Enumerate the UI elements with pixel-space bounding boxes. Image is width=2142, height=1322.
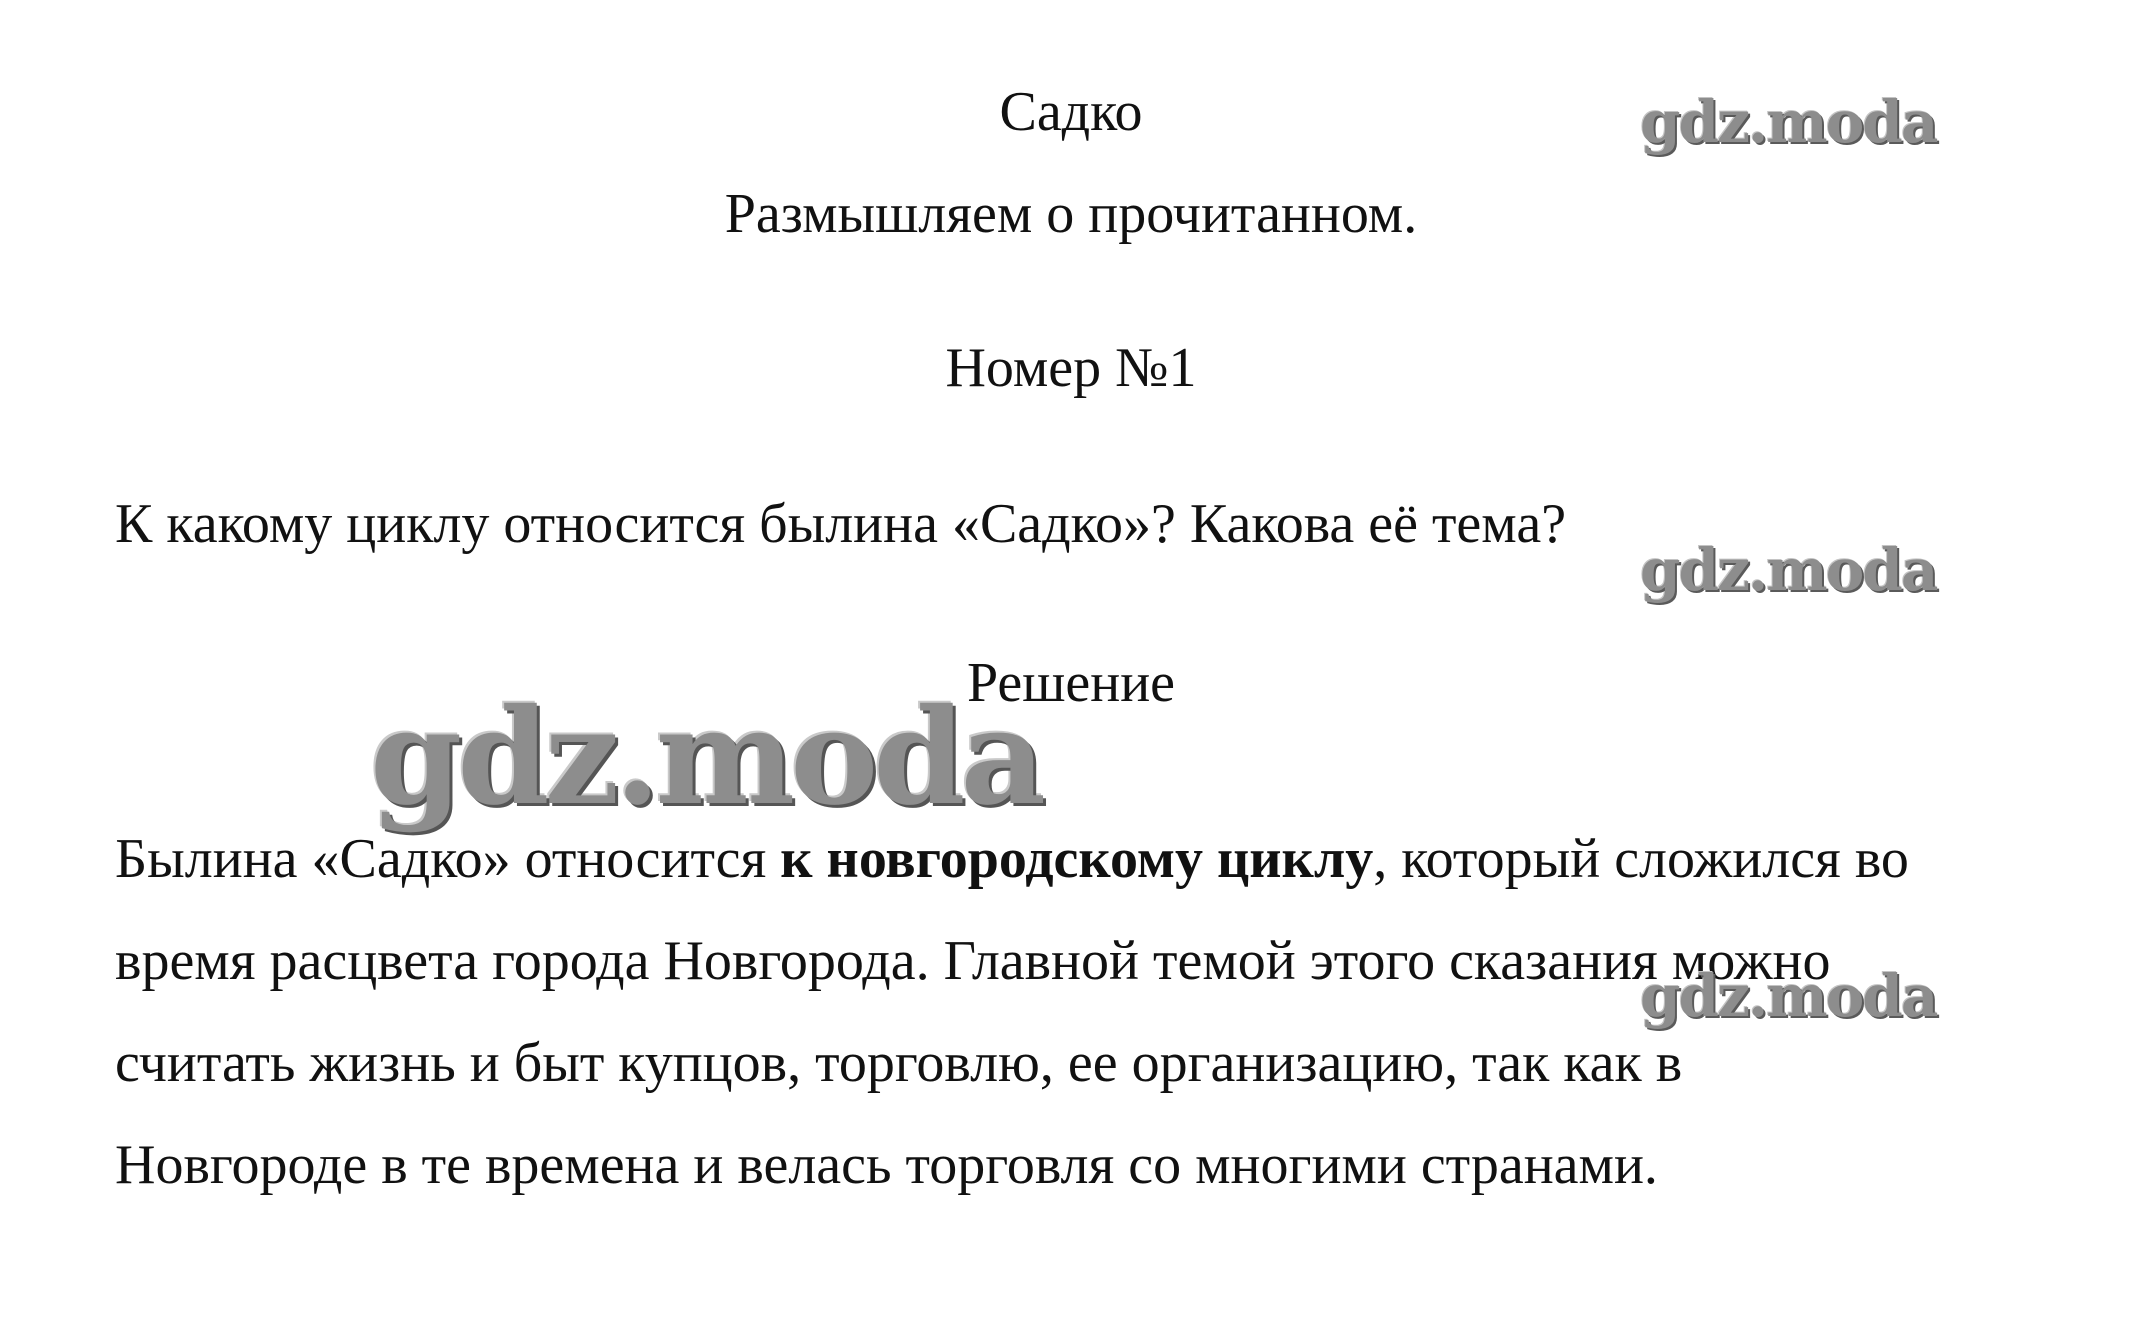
answer-line-1-start: Былина «Садко» относится [115,828,781,890]
section-subtitle: Размышляем о прочитанном. [724,183,1418,245]
watermark-logo: gdz.moda [1640,962,1937,1030]
watermark-logo-large: gdz.moda [370,680,1042,835]
answer-line-4: Новгороде в те времена и велась торговля со многими странами. [115,1134,1658,1196]
document-title: Садко [999,81,1143,143]
question-text: К какому циклу относится былина «Садко»? Какова её тема? [115,493,1567,555]
answer-line-1-end: , который сложился во [1373,828,1909,890]
watermark-logo: gdz.moda [1640,536,1937,604]
answer-line-3: считать жизнь и быт купцов, торговлю, ее организацию, так как в [115,1032,1683,1094]
watermark-logo: gdz.moda [1640,88,1937,156]
answer-line-2: время расцвета города Новгорода. Главной темой этого сказания можно [115,930,1831,992]
task-number: Номер №1 [945,337,1197,399]
answer-emphasis: к новгородскому циклу [780,828,1374,890]
solution-heading: Решение [966,652,1176,714]
